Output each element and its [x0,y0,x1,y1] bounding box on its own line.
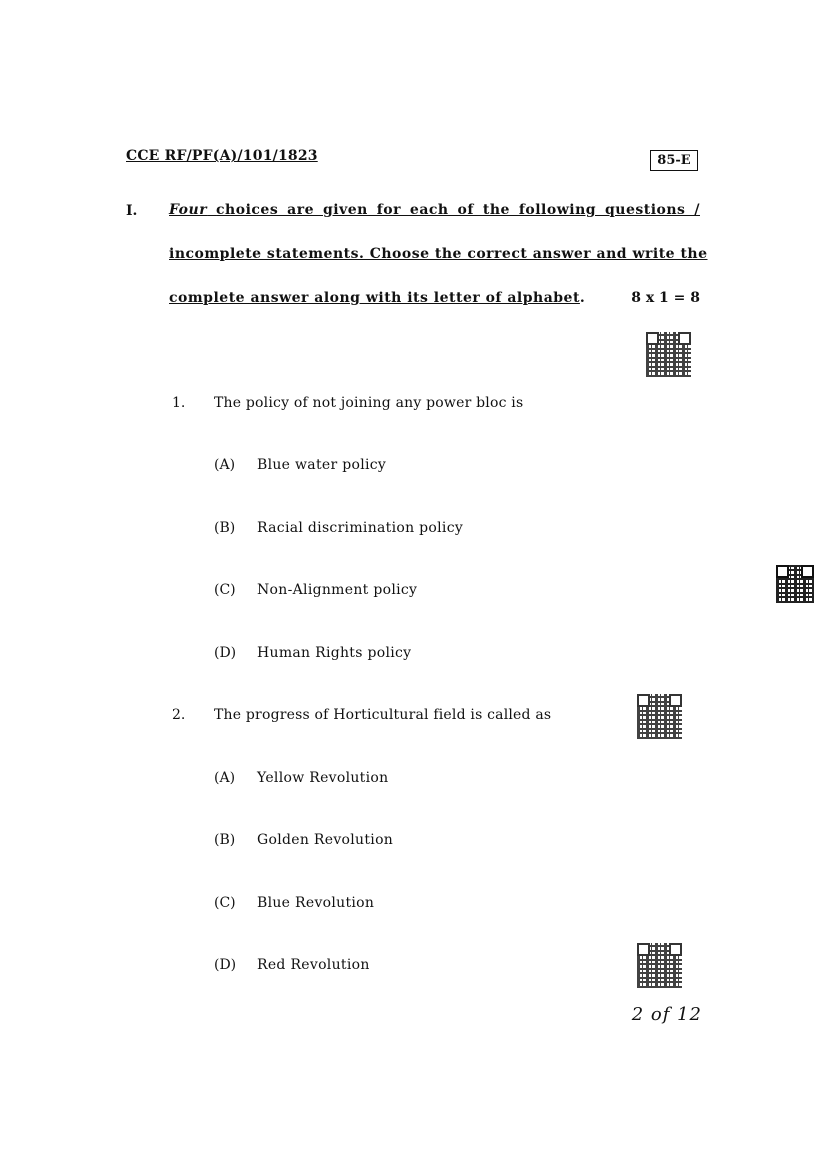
option-letter: (A) [214,457,236,473]
option-letter: (C) [214,895,236,911]
section-number: I. [126,203,138,219]
option-text: Racial discrimination policy [257,520,464,536]
option-letter: (D) [214,645,237,661]
option-letter: (B) [214,520,236,536]
option-text: Yellow Revolution [257,770,389,786]
option-text: Blue water policy [257,457,387,473]
option-letter: (D) [214,957,237,973]
instruction-line-1-text: choices are given for each of the following questions / [216,202,700,218]
qr-code-icon [646,332,691,377]
instruction-period: . [579,290,586,306]
question-number: 1. [172,395,186,411]
option-letter: (A) [214,770,236,786]
option-letter: (B) [214,832,236,848]
option-text: Human Rights policy [257,645,412,661]
qr-code-icon [776,565,814,603]
question-number: 2. [172,707,186,723]
instruction-line-1 [169,202,700,218]
marks-allocation: 8 x 1 = 8 [631,290,700,306]
option-text: Non-Alignment policy [257,582,418,598]
instruction-line-3-text: complete answer along with its letter of alphabet [169,290,580,306]
page-number: 2 of 12 [631,1004,702,1025]
instruction-emphasis: Four [169,202,208,218]
option-letter: (C) [214,582,236,598]
qr-code-icon [637,694,682,739]
instruction-line-2: incomplete statements. Choose the correct answer and write the [169,246,708,262]
question-text: The progress of Horticultural field is called as [214,707,552,723]
question-text: The policy of not joining any power bloc is [214,395,524,411]
exam-code: CCE RF/PF(A)/101/1823 [126,148,318,164]
option-text: Red Revolution [257,957,370,973]
paper-code-box: 85-E [650,150,698,171]
option-text: Blue Revolution [257,895,375,911]
qr-code-icon [637,943,682,988]
option-text: Golden Revolution [257,832,394,848]
